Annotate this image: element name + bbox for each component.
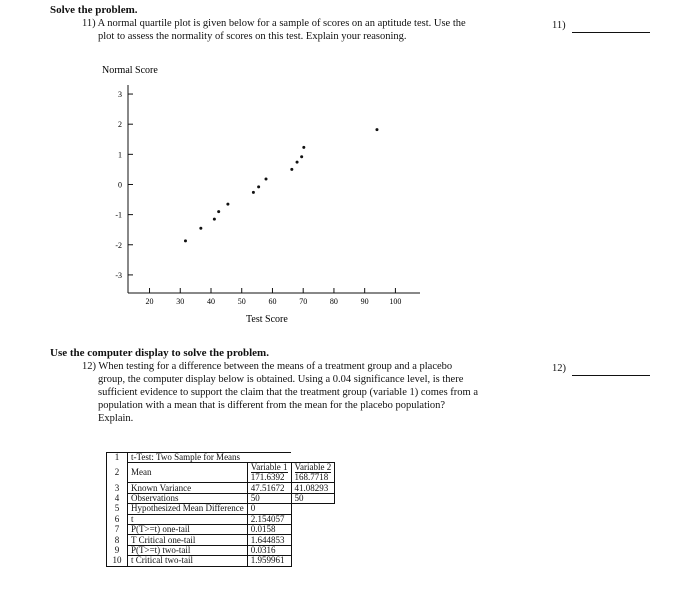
stat-value-v1: 0 [247, 504, 291, 514]
stat-value-v1: 2.154057 [247, 514, 291, 524]
stat-value-v2: 41.08293 [291, 483, 335, 493]
stat-label: Known Variance [128, 483, 248, 493]
y-tick-label: -1 [115, 210, 122, 220]
question-11-number: 11) [552, 20, 566, 31]
section-heading-computer-display: Use the computer display to solve the problem. [50, 347, 269, 359]
x-tick-label: 20 [145, 297, 154, 306]
section-heading-solve: Solve the problem. [50, 4, 138, 16]
data-point [257, 185, 260, 188]
question-11-line-2: plot to assess the normality of scores on this test. Explain your reasoning. [98, 31, 407, 42]
y-tick-label: 2 [118, 120, 122, 130]
x-axis-label: Test Score [246, 314, 288, 325]
row-number: 8 [107, 535, 128, 545]
stat-value-v2: 50 [291, 493, 335, 503]
stat-value-v1: 47.51672 [247, 483, 291, 493]
row-number: 2 [107, 463, 128, 483]
stat-value-v1: 0.0316 [247, 545, 291, 555]
stat-value-v1: 171.6392 [250, 472, 285, 483]
x-tick-label: 60 [268, 297, 277, 306]
data-point [300, 155, 303, 158]
y-tick-label: -3 [115, 270, 122, 280]
empty-cell [291, 504, 335, 514]
x-tick-label: 30 [176, 297, 185, 306]
stat-value-v2: 168.7718 [294, 472, 329, 483]
question-12-line-4: population with a mean that is different from the mean for the placebo population? [98, 400, 446, 411]
empty-cell [291, 514, 335, 524]
empty-cell [291, 524, 335, 534]
y-axis-label: Normal Score [102, 65, 158, 76]
data-point [252, 191, 255, 194]
t-test-table [106, 452, 335, 567]
variable-2-header-text: Variable 2 [294, 462, 332, 473]
question-11-line-1: 11) A normal quartile plot is given below for a sample of scores on an aptitude test. Use the [82, 18, 466, 29]
empty-cell [291, 556, 335, 566]
data-point [184, 239, 187, 242]
stat-label: t Critical two-tail [128, 556, 248, 566]
data-point [226, 203, 229, 206]
stat-label: T Critical one-tail [128, 535, 248, 545]
row-number: 10 [107, 556, 128, 566]
empty-cell [247, 453, 291, 463]
y-tick-label: 0 [118, 180, 122, 190]
row-number: 1 [107, 453, 128, 463]
empty-cell [291, 535, 335, 545]
empty-cell [291, 453, 335, 463]
row-number: 6 [107, 514, 128, 524]
x-tick-label: 50 [237, 297, 246, 306]
stat-label: P(T>=t) one-tail [128, 524, 248, 534]
row-number: 5 [107, 504, 128, 514]
data-point [217, 210, 220, 213]
row-number: 7 [107, 524, 128, 534]
stat-value-v1: 1.644853 [247, 535, 291, 545]
x-tick-label: 90 [360, 297, 369, 306]
stat-label: Hypothesized Mean Difference [128, 504, 248, 514]
question-12-line-2: group, the computer display below is obtained. Using a 0.04 significance level, is there [98, 374, 464, 385]
data-point [213, 218, 216, 221]
answer-line-12[interactable] [572, 365, 650, 376]
x-tick-label: 40 [206, 297, 215, 306]
variable-2-header [291, 463, 335, 483]
x-tick-label: 100 [389, 297, 402, 306]
row-number: 9 [107, 545, 128, 555]
variable-1-header-text: Variable 1 [250, 462, 288, 473]
stat-value-v1: 50 [247, 493, 291, 503]
data-point [265, 178, 268, 181]
y-tick-label: 3 [118, 90, 122, 100]
x-tick-label: 70 [299, 297, 308, 306]
stat-value-v1: 1.959961 [247, 556, 291, 566]
data-point [199, 227, 202, 230]
question-12-number: 12) [552, 363, 566, 374]
row-number: 4 [107, 493, 128, 503]
data-point [290, 168, 293, 171]
stat-value-v1: 0.0158 [247, 524, 291, 534]
t-test-title: t-Test: Two Sample for Means [128, 453, 248, 463]
data-point [302, 146, 305, 149]
variable-1-header [247, 463, 291, 483]
stat-label: P(T>=t) two-tail [128, 545, 248, 555]
x-tick-label: 80 [329, 297, 338, 306]
row-number: 3 [107, 483, 128, 493]
data-point [375, 128, 378, 131]
empty-cell [291, 545, 335, 555]
question-12-line-1: 12) When testing for a difference between the means of a treatment group and a placebo [82, 361, 453, 372]
y-tick-label: 1 [118, 150, 122, 160]
y-tick-label: -2 [115, 240, 122, 250]
question-12-line-3: sufficient evidence to support the claim that the treatment group (variable 1) comes from a [98, 387, 479, 398]
stat-label: t [128, 514, 248, 524]
question-12-line-5: Explain. [98, 413, 134, 424]
stat-label: Observations [128, 493, 248, 503]
data-point [296, 161, 299, 164]
stat-label: Mean [128, 463, 248, 483]
